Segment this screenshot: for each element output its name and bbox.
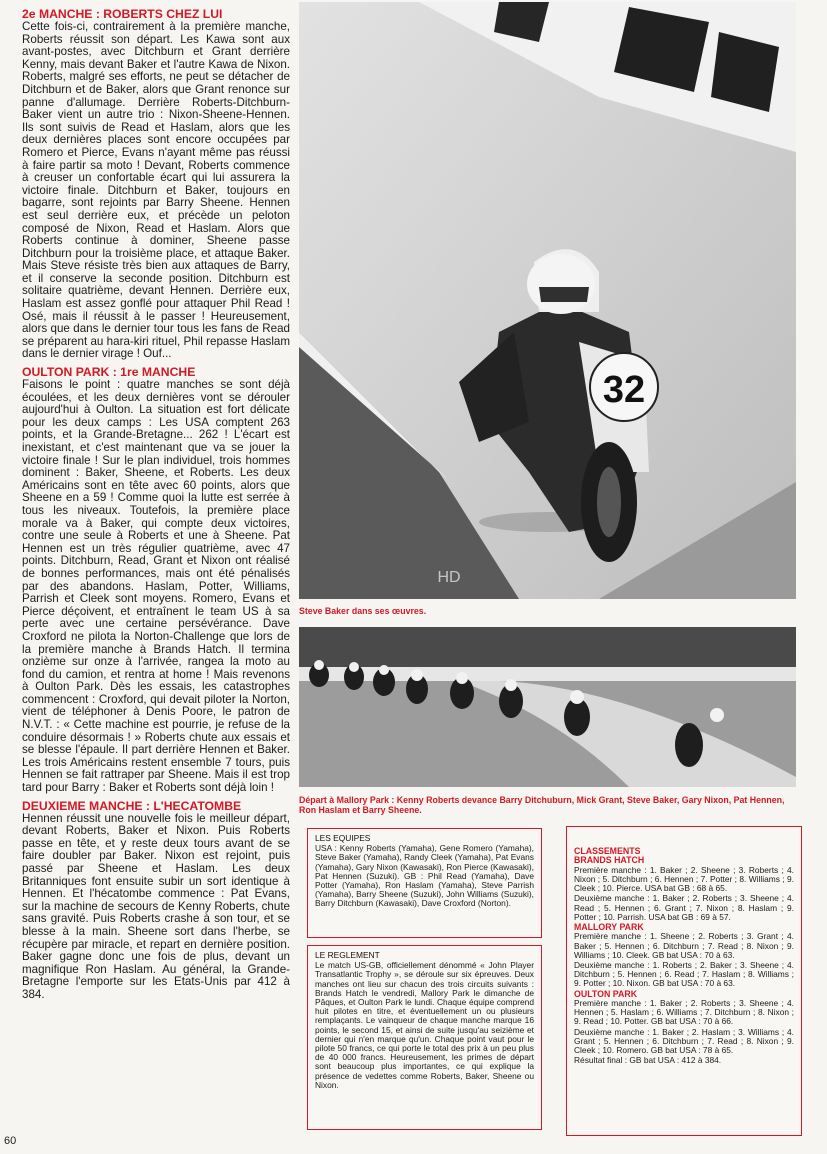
- photo-caption: Départ à Mallory Park : Kenny Roberts devance Barry Ditchuburn, Mick Grant, Steve Baker, Gary Nixon, Pat Hennen, Ron Haslam et Barry Sheene.: [299, 795, 785, 815]
- watermark-text: HD: [437, 569, 461, 586]
- article-section: [22, 8, 290, 361]
- section-heading: DEUXIEME MANCHE : L'HECATOMBE: [22, 798, 242, 813]
- race-start-illustration: [299, 627, 796, 787]
- box-title: LES EQUIPES: [315, 833, 371, 843]
- section-heading: OULTON PARK : 1re MANCHE: [22, 365, 196, 380]
- result-line: Deuxième manche : 1. Baker ; 2. Haslam ; 3. Williams ; 4. Grant ; 5. Hennen ; 6. Ditchburn ; 7. Read ; 8. Nixon ; 9. Cleek ; 10. Romero. GB bat USA : 78 à 65.: [574, 1026, 794, 1056]
- result-line: Première manche : 1. Baker ; 2. Sheene ; 3. Roberts ; 4. Nixon ; 5. Ditchburn ; 6. Hennen ; 7. Potter ; 8. Williams ; 9. Cleek ; 10. Pierce. USA bat GB : 68 à 65.: [574, 864, 794, 894]
- box-text: Le match US-GB, officiellement dénommé « John Player Transatlantic Trophy », se déroule sur six épreuves. Deux manches ont lieu sur chacun des trois circuits suivants : Brands Hatch le vendredi, Mallory Park le dimanche de Pâques, et Oulton Park le lundi. Chaque équipe comprend huit pilotes en titre, et éventuellement un ou plusieurs remplaçants. Le vainqueur de chaque manche marque 16 points, le second 15, et ainsi de suite jusqu'au seizième et dernier qui n'en marque qu'un. Chaque point vaut pour le pilote 50 francs, ce qui porte le total des prix à un peu plus de 40 000 francs. Heureusement, les primes de départ sont beaucoup plus importantes, ce qui explique la présence de vedettes comme Roberts, Baker, Sheene ou Nixon.: [315, 960, 534, 1090]
- teams-box: [307, 828, 542, 938]
- standings-box: [566, 826, 802, 1136]
- rules-box: [307, 945, 542, 1130]
- box-text: USA : Kenny Roberts (Yamaha), Gene Romero (Yamaha), Steve Baker (Yamaha), Randy Cleek (Yamaha), Pat Evans (Yamaha), Gary Nixon (Kawasaki), Ron Pierce (Kawasaki), Pat Hennen (Suzuki). GB : Phil Read (Yamaha), Dave Potter (Yamaha), Ron Haslam (Yamaha), Steve Parrish (Yamaha), Barry Sheene (Suzuki), John Williams (Suzuki), Barry Ditchburn (Kawasaki), Dave Croxford (Norton).: [315, 843, 534, 909]
- motorcycle-rider-illustration: [299, 2, 796, 599]
- circuit-name: OULTON PARK: [574, 988, 638, 999]
- circuit-name: BRANDS HATCH: [574, 855, 645, 866]
- page-number: 60: [4, 1135, 17, 1147]
- section-body: Faisons le point : quatre manches se sont déjà écoulées, et les deux dernières vont se dérouler aujourd'hui à Oulton. La situation est fort délicate pour les deux camps : Les USA comptent 263 points, et la Grande-Bretagne... 262 ! L'écart est inexistant, et c'est maintenant que va se jouer la victoire finale ! Sur le plan individuel, trois hommes dominent : Baker, Sheene, et Roberts. Les deux Américains sont en tête avec 60 points, alors que Sheene en a 59 ! Comme quoi la lutte est serrée à tous les niveaux. Toutefois, la première place morale va à Baker, qui compte deux victoires, contre une seule à Roberts et une à Sheene. Pat Hennen est un très régulier quatrième, avec 47 points. Ditchburn, Read, Grant et Nixon ont réalisé de bonnes performances, mais ont été pénalisés par des abandons. Haslam, Potter, Williams, Parrish et Cleek sont moyens. Romero, Evans et Pierce déçoivent, et entraînent le team US à sa perte avec une certaine persévérance. Dave Croxford ne pilota la Norton-Challenge que lors de la première manche à Brands Hatch. Il termina onzième sur onze à l'arrivée, rangea la moto au fond du camion, et rentra at home ! Mais revenons à Oulton Park. Dès les essais, les catastrophes commencent : Croxford, qui devait piloter la Norton, vient de téléphoner à Denis Poore, le patron de N.V.T. : « Cette machine est pourrie, je refuse de la conduire désormais ! » Roberts chute aux essais et se blesse l'épaule. Il part derrière Hennen et Baker. Les trois Américains restent ensemble 7 tours, puis Hennen se fait rattraper par Sheene. Mais il est trop tard pour Barry : Baker et Roberts sont déjà loin !: [22, 378, 290, 795]
- section-body: Hennen réussit une nouvelle fois le meilleur départ, devant Roberts, Baker et Nixon. Puis Roberts passe en tête, et y reste deux tours avant de se faire doubler par Baker. Nixon est rejoint, puis passé par Sheene et Haslam. Les deux Britanniques font ensuite subir un sort identique à Hennen. Et l'hécatombe commence : Pat Evans, sur la machine de secours de Kenny Roberts, chute sans gravité. Puis Roberts crashe à son tour, et se blesse à la main. Sheene sort dans l'herbe, se récupère par miracle, et repart en dernière position. Baker gagne donc une fois de plus, devant un magnifique Ron Haslam. Au général, la Grande-Bretagne l'emporte sur les Etats-Unis par 412 à 384.: [22, 811, 290, 1001]
- final-result: Résultat final : GB bat USA : 412 à 384.: [574, 1055, 722, 1066]
- article-section: [22, 800, 290, 1002]
- result-line: Première manche : 1. Sheene ; 2. Roberts ; 3. Grant ; 4. Baker ; 5. Hennen ; 6. Ditchburn ; 7. Read ; 8. Nixon ; 9. Williams ; 10. Cleek. GB bat USA : 70 à 63.: [574, 931, 794, 960]
- race-number: 32: [602, 369, 646, 411]
- standings-title: CLASSEMENTS: [574, 846, 641, 856]
- circuit-name: MALLORY PARK: [574, 922, 644, 933]
- box-title: LE REGLEMENT: [315, 950, 380, 960]
- main-photo: [299, 2, 796, 599]
- article-section: [22, 366, 290, 795]
- photo-caption: Steve Baker dans ses œuvres.: [299, 606, 427, 616]
- result-line: Deuxième manche : 1. Baker ; 2. Roberts ; 3. Sheene ; 4. Read ; 5. Hennen ; 6. Grant ; 7. Nixon ; 8. Haslam ; 9. Potter ; 10. Parrish. USA bat GB : 69 à 57.: [574, 893, 794, 922]
- result-line: Première manche : 1. Baker ; 2. Roberts ; 3. Sheene ; 4. Hennen ; 5. Haslam ; 6. Williams ; 7. Ditchburn ; 8. Nixon ; 9. Read ; 10. Potter. GB bat USA : 70 à 66.: [574, 998, 794, 1027]
- result-line: Deuxième manche : 1. Roberts ; 2. Baker ; 3. Sheene ; 4. Ditchburn ; 5. Hennen ; 6. Read ; 7. Haslam ; 8. Williams ; 9. Potter ; 10. Nixon. GB bat USA : 70 à 63.: [574, 960, 794, 989]
- article-column: [22, 8, 290, 1007]
- race-photo: [299, 627, 796, 787]
- section-heading: 2e MANCHE : ROBERTS CHEZ LUI: [22, 7, 223, 21]
- section-body: Cette fois-ci, contrairement à la première manche, Roberts réussit son départ. Les Kawa sont aux avant-postes, avec Ditchburn et Grant derrière Kenny, mais devant Baker et l'autre Kawa de Nixon. Roberts, malgré ses efforts, ne peut se détacher de Ditchburn et de Baker, alors que Grant renonce sur panne d'allumage. Derrière Roberts-Ditchburn-Baker vient un autre trio : Nixon-Sheene-Hennen. Ils sont suivis de Read et Haslam, alors que les deux dernières places sont encore occupées par Romero et Pierce, Evans n'ayant même pas réussi à faire partir sa moto ! Devant, Roberts commence à creuser un confortable écart qui lui assurera la victoire finale. Ditchburn et Baker, toujours en bagarre, sont rejoints par Barry Sheene. Hennen est seul derrière eux, et précède un peloton composé de Nixon, Read et Haslam. Alors que Roberts continue à dominer, Sheene passe Ditchburn pour la troisième place, et attaque Baker. Mais Steve résiste très bien aux attaques de Barry, et il conserve la seconde position. Ditchburn est solitaire quatrième, devant Hennen. Derrière eux, Haslam est assez gonflé pour attaquer Phil Read ! Osé, mais il réussit à le passer ! Heureusement, alors que dans le dernier tour tous les fans de Read se préparent au hara-kiri rituel, Phil repasse Haslam dans le dernier virage ! Ouf...: [22, 20, 290, 361]
